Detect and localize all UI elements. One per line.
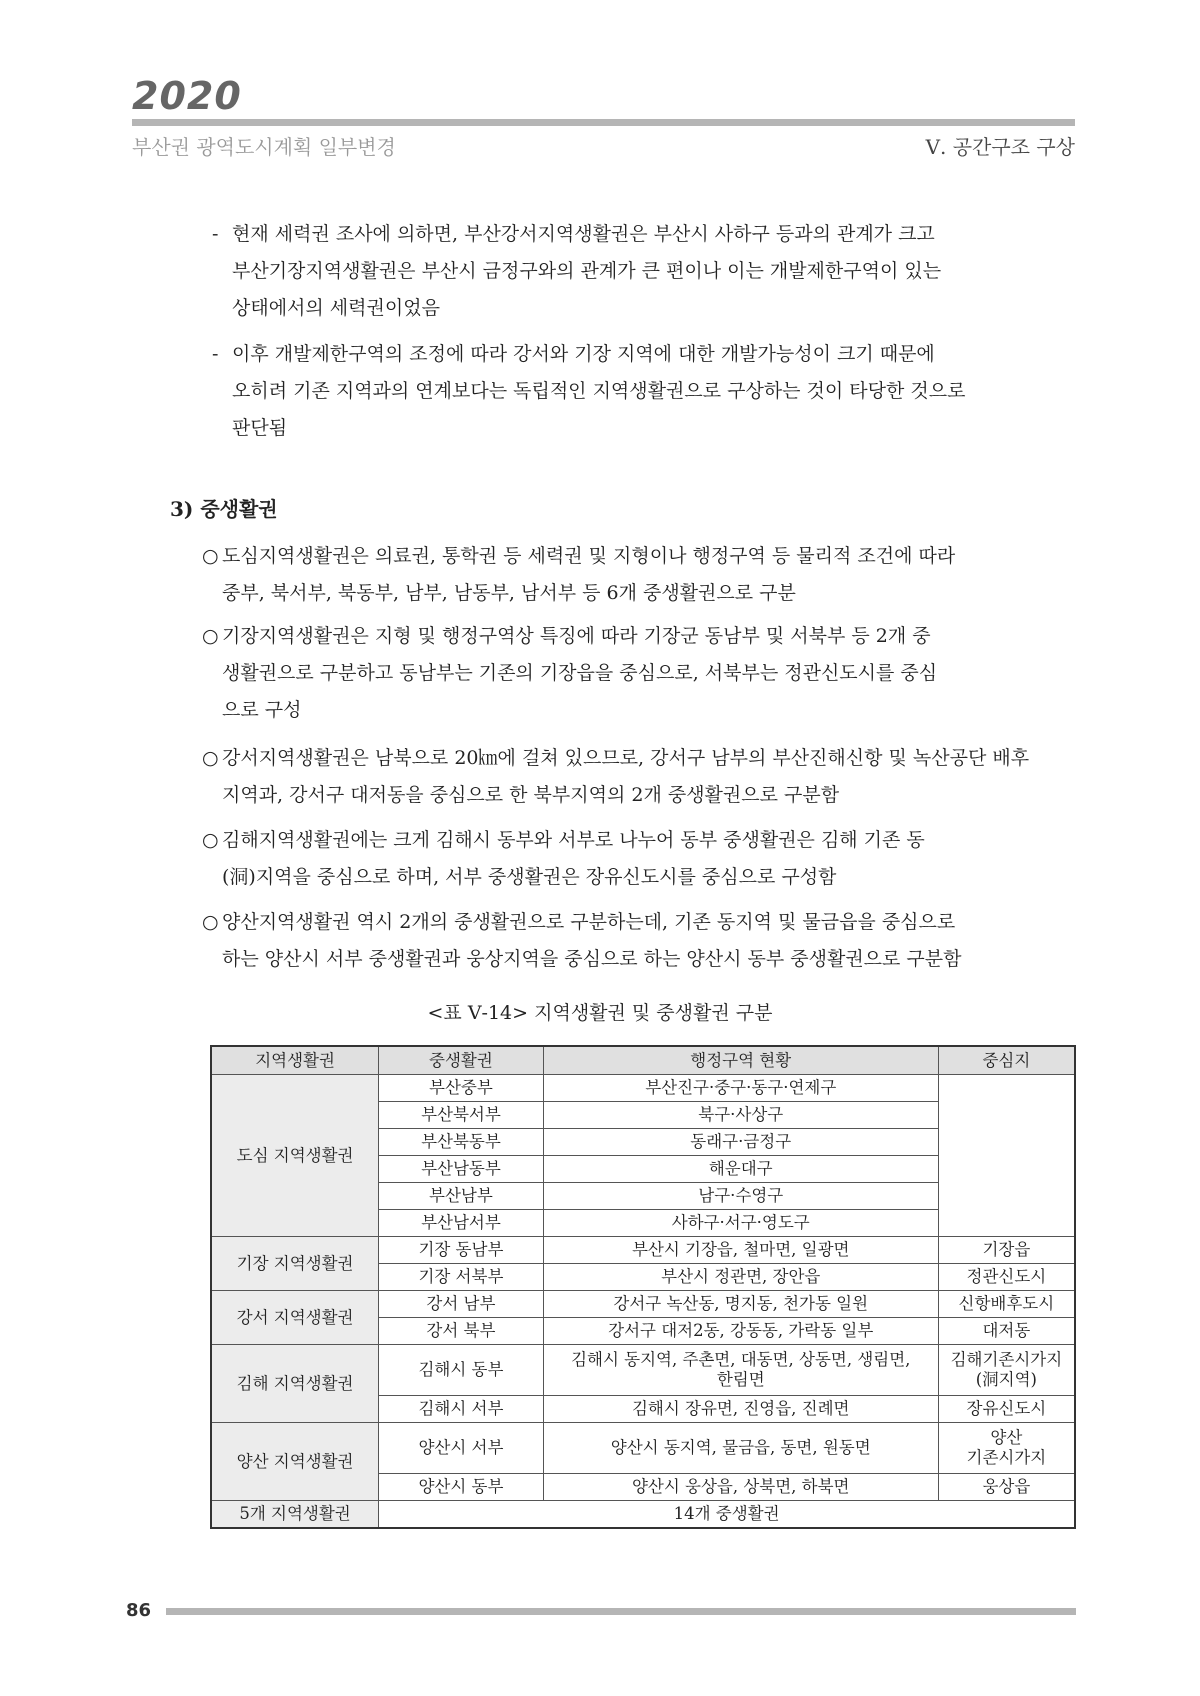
region-cell: 양산 지역생활권 bbox=[211, 1423, 379, 1501]
circle-bullet-2: ○ 기장지역생활권은 지형 및 행정구역상 특징에 따라 기장군 동남부 및 서북부 등 2개 중 생활권으로 구분하고 동남부는 기존의 기장읍을 중심으로, 서북부는 정관신도시를 중심 으로 구성 bbox=[202, 625, 938, 721]
sub-cell: 김해시 동부 bbox=[379, 1345, 544, 1396]
document-title: 부산권 광역도시계획 일부변경 bbox=[132, 135, 396, 159]
table-row bbox=[211, 1291, 1075, 1318]
header-cell: 지역생활권 bbox=[211, 1046, 379, 1075]
table-header-row bbox=[211, 1046, 1075, 1075]
lifezone-table bbox=[210, 1045, 1076, 1529]
center-line: 김해기존시가지 bbox=[950, 1350, 1063, 1369]
region-cell: 기장 지역생활권 bbox=[211, 1237, 379, 1291]
admin-cell: 동래구·금정구 bbox=[543, 1129, 938, 1156]
center-cell: 장유신도시 bbox=[938, 1396, 1075, 1423]
header-rule bbox=[132, 119, 1075, 126]
center-cell: 신항배후도시 bbox=[938, 1291, 1075, 1318]
footer-right-cell: 14개 중생활권 bbox=[379, 1501, 1075, 1529]
sub-cell: 부산북동부 bbox=[379, 1129, 544, 1156]
admin-cell: 부산진구·중구·동구·연제구 bbox=[543, 1075, 938, 1102]
sub-cell: 기장 동남부 bbox=[379, 1237, 544, 1264]
admin-cell: 양산시 동지역, 물금읍, 동면, 원동면 bbox=[543, 1423, 938, 1474]
circle-bullet-4: ○ 김해지역생활권에는 크게 김해시 동부와 서부로 나누어 동부 중생활권은 김해 기존 동 (洞)지역을 중심으로 하며, 서부 중생활권은 장유신도시를 중심으로 구성함 bbox=[202, 829, 925, 888]
sub-cell: 김해시 서부 bbox=[379, 1396, 544, 1423]
sub-cell: 기장 서북부 bbox=[379, 1264, 544, 1291]
dash-bullet-1: - 현재 세력권 조사에 의하면, 부산강서지역생활권은 부산시 사하구 등과의 관계가 크고 부산기장지역생활권은 부산시 금정구와의 관계가 큰 편이나 이는 개발제한구역이 있는 상태에서의 세력권이었음 bbox=[212, 223, 942, 319]
header-cell: 중심지 bbox=[938, 1046, 1075, 1075]
circle-bullet-1: ○ 도심지역생활권은 의료권, 통학권 등 세력권 및 지형이나 행정구역 등 물리적 조건에 따라 중부, 북서부, 북동부, 남부, 남동부, 남서부 등 6개 중생활권으로 구분 bbox=[202, 545, 956, 604]
center-cell: 정관신도시 bbox=[938, 1264, 1075, 1291]
admin-cell: 부산시 정관면, 장안읍 bbox=[543, 1264, 938, 1291]
admin-cell: 강서구 대저2동, 강동동, 가락동 일부 bbox=[543, 1318, 938, 1345]
section-heading: 3) 중생활권 bbox=[170, 497, 278, 521]
sub-cell: 부산북서부 bbox=[379, 1102, 544, 1129]
table-caption: <표 Ⅴ-14> 지역생활권 및 중생활권 구분 bbox=[427, 1002, 773, 1024]
admin-cell: 사하구·서구·영도구 bbox=[543, 1210, 938, 1237]
circle-bullet-3: ○ 강서지역생활권은 남북으로 20㎞에 걸쳐 있으므로, 강서구 남부의 부산진해신항 및 녹산공단 배후 지역과, 강서구 대저동을 중심으로 한 북부지역의 2개 중생활권으로 구분함 bbox=[202, 747, 1030, 806]
center-line: (洞지역) bbox=[975, 1370, 1037, 1389]
admin-cell: 부산시 기장읍, 철마면, 일광면 bbox=[543, 1237, 938, 1264]
sub-cell: 강서 북부 bbox=[379, 1318, 544, 1345]
region-cell: 강서 지역생활권 bbox=[211, 1291, 379, 1345]
admin-line: 김해시 동지역, 주촌면, 대동면, 상동면, 생림면, bbox=[571, 1350, 911, 1369]
sub-cell: 부산남동부 bbox=[379, 1156, 544, 1183]
year-title: 2020 bbox=[132, 74, 242, 118]
dash-bullet-2: - 이후 개발제한구역의 조정에 따라 강서와 기장 지역에 대한 개발가능성이 크기 때문에 오히려 기존 지역과의 연계보다는 독립적인 지역생활권으로 구상하는 것이 타당한 것으로 판단됨 bbox=[212, 343, 966, 439]
table-footer-row bbox=[211, 1501, 1075, 1529]
footer-left-cell: 5개 지역생활권 bbox=[211, 1501, 379, 1529]
center-cell: 대저동 bbox=[938, 1318, 1075, 1345]
center-cell bbox=[938, 1075, 1075, 1237]
sub-cell: 양산시 동부 bbox=[379, 1474, 544, 1501]
center-line: 양산 bbox=[990, 1428, 1023, 1447]
center-cell: 웅상읍 bbox=[938, 1474, 1075, 1501]
admin-cell: 해운대구 bbox=[543, 1156, 938, 1183]
sub-cell: 부산남부 bbox=[379, 1183, 544, 1210]
center-cell: 기장읍 bbox=[938, 1237, 1075, 1264]
sub-cell: 부산중부 bbox=[379, 1075, 544, 1102]
table-row bbox=[211, 1237, 1075, 1264]
admin-cell bbox=[543, 1345, 938, 1396]
center-line: 기존시가지 bbox=[966, 1448, 1047, 1467]
header-cell: 행정구역 현황 bbox=[543, 1046, 938, 1075]
page-number: 86 bbox=[126, 1600, 152, 1621]
admin-cell: 김해시 장유면, 진영읍, 진례면 bbox=[543, 1396, 938, 1423]
sub-cell: 강서 남부 bbox=[379, 1291, 544, 1318]
header-cell: 중생활권 bbox=[379, 1046, 544, 1075]
admin-line: 한림면 bbox=[716, 1370, 765, 1389]
admin-cell: 남구·수영구 bbox=[543, 1183, 938, 1210]
footer-rule bbox=[166, 1608, 1076, 1615]
sub-cell: 양산시 서부 bbox=[379, 1423, 544, 1474]
chapter-title: Ⅴ. 공간구조 구상 bbox=[925, 135, 1075, 159]
table-row bbox=[211, 1423, 1075, 1474]
admin-cell: 양산시 웅상읍, 상북면, 하북면 bbox=[543, 1474, 938, 1501]
circle-bullet-5: ○ 양산지역생활권 역시 2개의 중생활권으로 구분하는데, 기존 동지역 및 물금읍을 중심으로 하는 양산시 서부 중생활권과 웅상지역을 중심으로 하는 양산시 동부 중생활권으로 구분함 bbox=[202, 911, 962, 970]
table-row bbox=[211, 1075, 1075, 1102]
center-cell bbox=[938, 1345, 1075, 1396]
admin-cell: 강서구 녹산동, 명지동, 천가동 일원 bbox=[543, 1291, 938, 1318]
sub-cell: 부산남서부 bbox=[379, 1210, 544, 1237]
table-row bbox=[211, 1345, 1075, 1396]
admin-cell: 북구·사상구 bbox=[543, 1102, 938, 1129]
center-cell bbox=[938, 1423, 1075, 1474]
region-cell: 김해 지역생활권 bbox=[211, 1345, 379, 1423]
region-cell: 도심 지역생활권 bbox=[211, 1075, 379, 1237]
